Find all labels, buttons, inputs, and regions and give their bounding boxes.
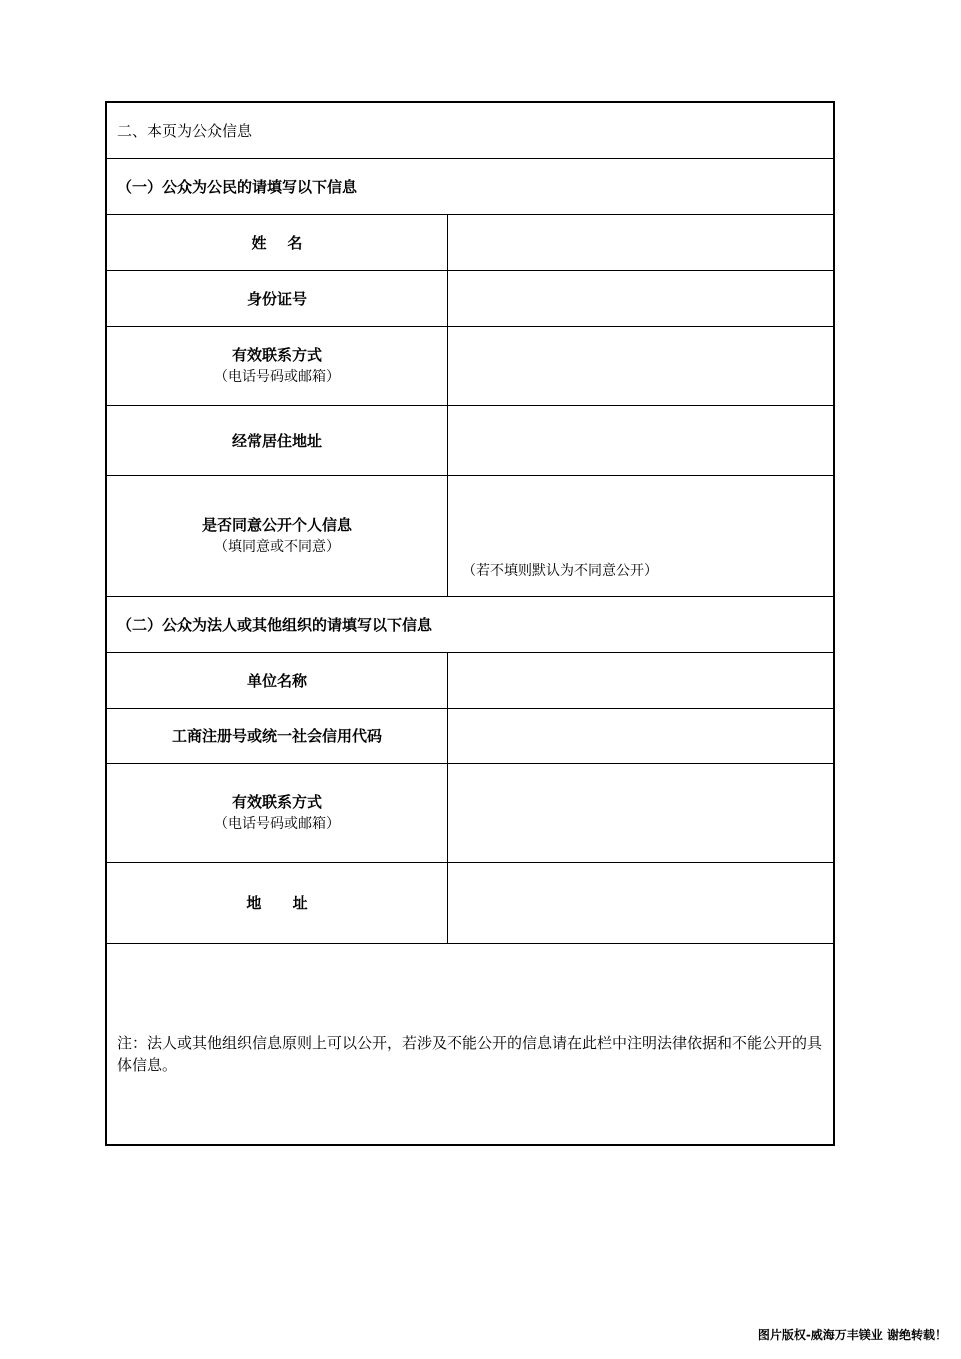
org-address-row: [107, 863, 833, 944]
id-row: [107, 271, 833, 327]
page-title-row: [107, 103, 833, 159]
citizen-contact-row: [107, 327, 833, 406]
org-address-field[interactable]: [448, 863, 833, 943]
unit-label-cell: [107, 653, 448, 708]
org-contact-label-cell: [107, 764, 448, 862]
registration-code-field[interactable]: [448, 709, 833, 763]
org-address-label-cell: [107, 863, 448, 943]
consent-row: [107, 476, 833, 597]
org-address-label: 地 址: [246, 894, 308, 912]
citizen-contact-sublabel: （电话号码或邮箱）: [214, 369, 340, 385]
citizen-contact-label: 有效联系方式: [231, 346, 322, 364]
name-row: [107, 215, 833, 271]
residence-label: 经常居住地址: [231, 431, 322, 450]
id-label-cell: [107, 271, 448, 326]
registration-label: 工商注册号或统一社会信用代码: [171, 727, 382, 745]
id-number-field[interactable]: [448, 271, 833, 326]
unit-label: 单位名称: [246, 671, 307, 690]
copyright-footer: 图片版权-威海万丰镁业 谢绝转载！: [757, 1328, 947, 1342]
registration-label-cell: [107, 709, 448, 763]
residence-row: [107, 406, 833, 476]
unit-row: [107, 653, 833, 709]
id-label: 身份证号: [246, 289, 307, 308]
public-info-form: [105, 101, 835, 1146]
citizen-contact-field[interactable]: [448, 327, 833, 405]
consent-sublabel: （填同意或不同意）: [214, 539, 340, 555]
note-text: 注：法人或其他组织信息原则上可以公开，若涉及不能公开的信息请在此栏中注明法律依据和不能公开的具体信息。: [117, 1034, 823, 1074]
consent-field[interactable]: [448, 476, 833, 596]
org-section-header: [107, 597, 833, 653]
org-section-title: （二）公众为法人或其他组织的请填写以下信息: [117, 616, 433, 634]
page-title: 二、本页为公众信息: [117, 122, 253, 140]
citizen-contact-label-cell: [107, 327, 448, 405]
consent-label: 是否同意公开个人信息: [201, 516, 352, 534]
consent-label-cell: [107, 476, 448, 596]
registration-row: [107, 709, 833, 764]
org-contact-field[interactable]: [448, 764, 833, 862]
unit-name-field[interactable]: [448, 653, 833, 708]
citizen-section-header: [107, 159, 833, 215]
residence-address-field[interactable]: [448, 406, 833, 475]
citizen-section-title: （一）公众为公民的请填写以下信息: [117, 178, 358, 196]
name-label: 姓 名: [251, 233, 303, 252]
consent-hint: （若不填则默认为不同意公开）: [462, 563, 658, 579]
note-row[interactable]: [107, 944, 833, 1144]
org-contact-sublabel: （电话号码或邮箱）: [214, 816, 340, 832]
name-label-cell: [107, 215, 448, 270]
name-field[interactable]: [448, 215, 833, 270]
residence-label-cell: [107, 406, 448, 475]
org-contact-label: 有效联系方式: [231, 793, 322, 811]
org-contact-row: [107, 764, 833, 863]
